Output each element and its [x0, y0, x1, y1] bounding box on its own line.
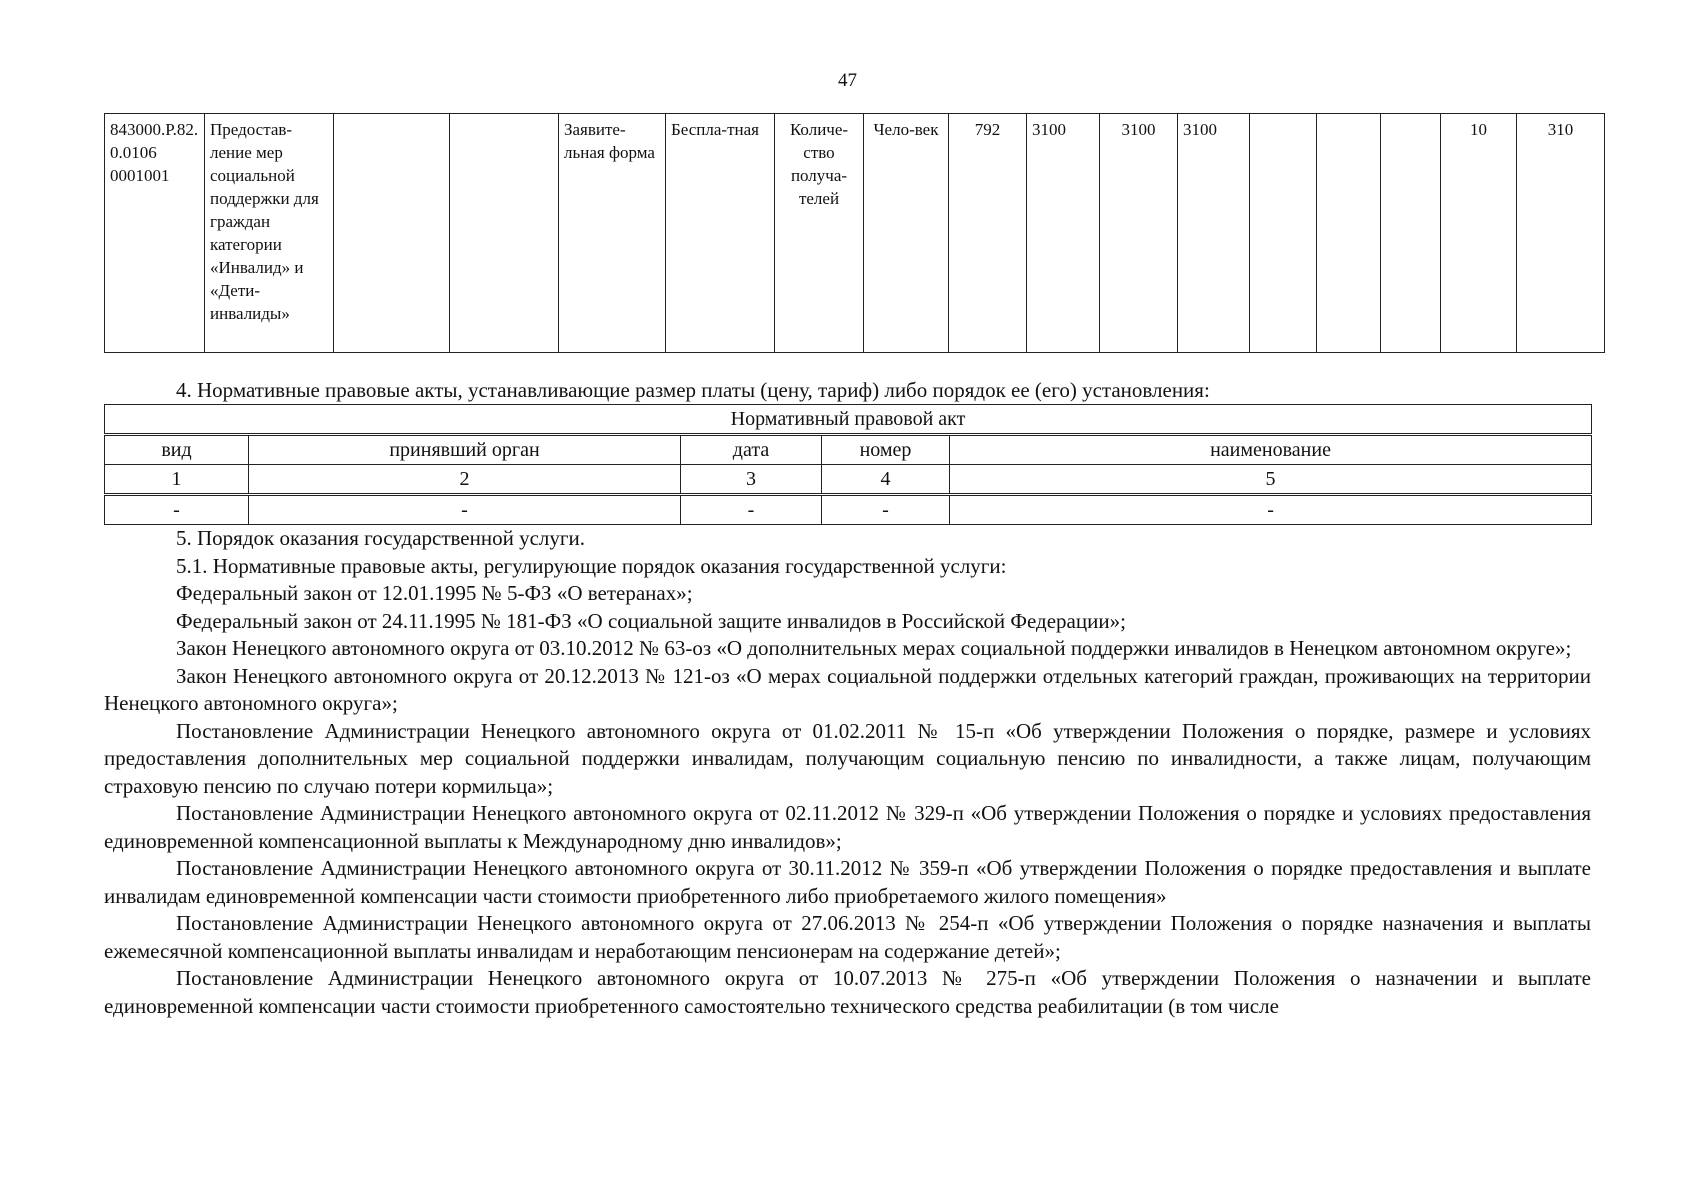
acts-header-body: принявший орган — [249, 435, 681, 465]
service-col3 — [334, 114, 450, 353]
acts-num-1: 1 — [105, 465, 249, 495]
acts-header-row — [105, 435, 1592, 465]
section-5-1-heading: 5.1. Нормативные правовые акты, регулирующие порядок оказания государственной услуги: — [176, 553, 1007, 578]
law-paragraph: Постановление Администрации Ненецкого автономного округа от 27.06.2013 № 254-п «Об утверждении Положения о порядке назначения и выплаты ежемесячной компенсационной выплаты инвалидам и неработающим пенсионерам на содержание детей»; — [104, 911, 1591, 963]
service-col13 — [1250, 114, 1317, 353]
law-paragraph: Постановление Администрации Ненецкого автономного округа от 02.11.2012 № 329-п «Об утверждении Положения о порядке и условиях предоставления единовременной компенсационной выплаты к Международному дню инвалидов»; — [104, 801, 1591, 853]
section-5-heading: 5. Порядок оказания государственной услуги. — [176, 526, 585, 550]
acts-cell-number: - — [822, 495, 950, 525]
acts-cell-date: - — [681, 495, 822, 525]
acts-header-title: наименование — [950, 435, 1592, 465]
service-deviation-percent: 10 — [1441, 114, 1517, 353]
law-paragraph: Федеральный закон от 24.11.1995 № 181-ФЗ «О социальной защите инвалидов в Российской Федерации»; — [176, 608, 1126, 633]
acts-cell-title: - — [950, 495, 1592, 525]
service-col14 — [1317, 114, 1381, 353]
law-paragraph: Постановление Администрации Ненецкого автономного округа от 01.02.2011 № 15-п «Об утверждении Положения о порядке, размере и условиях предоставления дополнительных мер социальной поддержки инвалидам, получающим социальную пенсию по инвалидности, а также лицам, получающим страховую пенсию по случаю потери кормильца»; — [104, 718, 1591, 798]
section-5-body — [104, 525, 1591, 1020]
acts-num-4: 4 — [822, 465, 950, 495]
acts-num-3: 3 — [681, 465, 822, 495]
acts-data-row — [105, 495, 1592, 525]
service-row — [105, 114, 1605, 353]
service-deviation-absolute: 310 — [1517, 114, 1605, 353]
service-okei: 792 — [949, 114, 1027, 353]
page-number: 47 — [838, 70, 857, 91]
service-unit: Чело-век — [864, 114, 949, 353]
service-value-3: 3100 — [1178, 114, 1250, 353]
service-table — [104, 113, 1605, 353]
acts-header-number: номер — [822, 435, 950, 465]
normative-acts-table — [104, 404, 1592, 525]
service-indicator: Количе-ство получа-телей — [775, 114, 864, 353]
service-name: Предостав-ление мер социальной поддержки для граждан категории «Инвалид» и «Дети-инвалиды» — [205, 114, 334, 353]
acts-header-type: вид — [105, 435, 249, 465]
service-col15 — [1381, 114, 1441, 353]
service-value-2: 3100 — [1100, 114, 1178, 353]
acts-num-2: 2 — [249, 465, 681, 495]
service-col4 — [450, 114, 559, 353]
acts-title-row — [105, 405, 1592, 435]
law-paragraph: Закон Ненецкого автономного округа от 03.10.2012 № 63-оз «О дополнительных мерах социальной поддержки инвалидов в Ненецком автономном округе»; — [176, 636, 1572, 660]
acts-table-title: Нормативный правовой акт — [105, 405, 1592, 435]
section-4-heading: 4. Нормативные правовые акты, устанавливающие размер платы (цену, тариф) либо порядок ее (его) установления: — [176, 378, 1210, 402]
law-paragraph: Федеральный закон от 12.01.1995 № 5-ФЗ «О ветеранах»; — [176, 581, 693, 605]
law-paragraph: Постановление Администрации Ненецкого автономного округа от 10.07.2013 № 275-п «Об утверждении Положения о назначении и выплате единовременной компенсации части стоимости приобретенного самостоятельно технического средства реабилитации (в том числе — [104, 966, 1591, 1018]
acts-cell-body: - — [249, 495, 681, 525]
service-value-1: 3100 — [1027, 114, 1100, 353]
law-paragraph: Закон Ненецкого автономного округа от 20.12.2013 № 121-оз «О мерах социальной поддержки отдельных категорий граждан, проживающих на территории Ненецкого автономного округа»; — [104, 663, 1591, 715]
acts-cell-type: - — [105, 495, 249, 525]
service-payment: Беспла-тная — [666, 114, 775, 353]
service-form: Заявите-льная форма — [559, 114, 666, 353]
service-code: 843000.Р.82.0.0106 0001001 — [105, 114, 205, 353]
law-paragraph: Постановление Администрации Ненецкого автономного округа от 30.11.2012 № 359-п «Об утверждении Положения о порядке предоставления и выплате инвалидам единовременной компенсации части стоимости приобретенного либо приобретаемого жилого помещения» — [104, 856, 1591, 908]
acts-num-5: 5 — [950, 465, 1592, 495]
acts-numbers-row — [105, 465, 1592, 495]
acts-header-date: дата — [681, 435, 822, 465]
